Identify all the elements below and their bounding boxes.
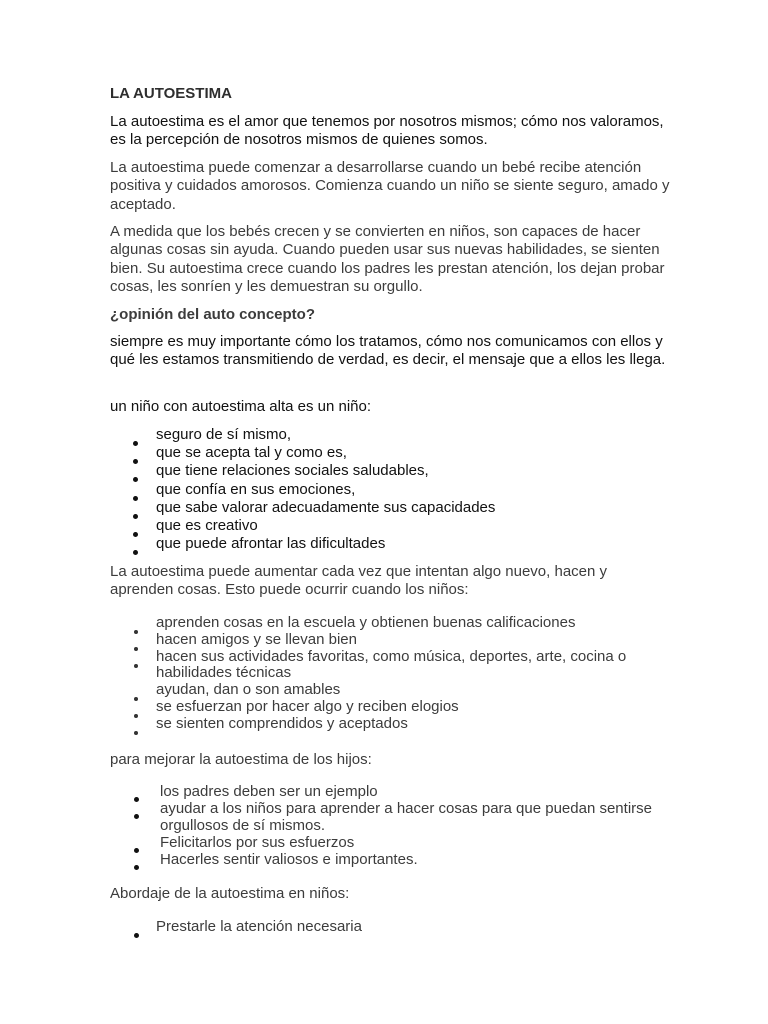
page-title: LA AUTOESTIMA [110, 85, 232, 102]
high-esteem-list [110, 426, 670, 553]
paragraph-development: La autoestima puede comenzar a desarrollarse cuando un bebé recibe atención positiva y cuidados amorosos. Comienza cuando un niño se siente seguro, amado y aceptado. [110, 159, 670, 213]
list-item: Hacerles sentir valiosos e importantes. [110, 851, 670, 868]
list-item: que sabe valorar adecuadamente sus capacidades [110, 499, 670, 517]
section-subheading: ¿opinión del auto concepto? [110, 306, 315, 323]
paragraph-high-esteem-intro: un niño con autoestima alta es un niño: [110, 398, 372, 415]
list-item: que tiene relaciones sociales saludables, [110, 462, 670, 480]
paragraph-importance: siempre es muy importante cómo los tratamos, cómo nos comunicamos con ellos y qué les estamos transmitiendo de verdad, es decir, el mensaje que a ellos les llega. [110, 333, 666, 369]
list-item: que puede afrontar las dificultades [110, 535, 670, 553]
list-item: aprenden cosas en la escuela y obtienen buenas calificaciones [110, 615, 670, 632]
list-item: ayudan, dan o son amables [110, 682, 670, 699]
approach-list [110, 918, 670, 936]
paragraph-improve: para mejorar la autoestima de los hijos: [110, 751, 372, 768]
bullet-icon [134, 857, 139, 874]
list-item: ayudar a los niños para aprender a hacer cosas para que puedan sentirse orgullosos de sí mismos. [110, 800, 670, 834]
bullet-icon [134, 723, 138, 740]
list-item: seguro de sí mismo, [110, 426, 670, 444]
list-item: se sienten comprendidos y aceptados [110, 716, 670, 733]
improve-list [110, 783, 670, 868]
list-item: Felicitarlos por sus esfuerzos [110, 834, 670, 851]
list-item: que se acepta tal y como es, [110, 444, 670, 462]
bullet-icon [134, 656, 138, 673]
list-item: hacen amigos y se llevan bien [110, 632, 670, 649]
list-item: Prestarle la atención necesaria [110, 918, 670, 936]
increase-list [110, 615, 670, 733]
paragraph-growth: A medida que los bebés crecen y se convierten en niños, son capaces de hacer algunas cosas sin ayuda. Cuando pueden usar sus nuevas habilidades, se sienten bien. Su autoestima crece cuando los padres les prestan atención, los dejan probar cosas, les sonríen y les demuestran su orgullo. [110, 223, 665, 295]
paragraph-approach: Abordaje de la autoestima en niños: [110, 885, 350, 902]
paragraph-increase: La autoestima puede aumentar cada vez que intentan algo nuevo, hacen y aprenden cosas. Esto puede ocurrir cuando los niños: [110, 563, 608, 599]
intro-paragraph: La autoestima es el amor que tenemos por nosotros mismos; cómo nos valoramos, es la percepción de nosotros mismos de quienes somos. [110, 113, 664, 149]
list-item: hacen sus actividades favoritas, como música, deportes, arte, cocina o habilidades técnicas [110, 649, 670, 683]
bullet-icon [133, 542, 138, 560]
bullet-icon [134, 806, 139, 823]
list-item: los padres deben ser un ejemplo [110, 783, 670, 800]
list-item: se esfuerzan por hacer algo y reciben elogios [110, 699, 670, 716]
list-item: que confía en sus emociones, [110, 481, 670, 499]
list-item: que es creativo [110, 517, 670, 535]
bullet-icon [134, 925, 139, 943]
